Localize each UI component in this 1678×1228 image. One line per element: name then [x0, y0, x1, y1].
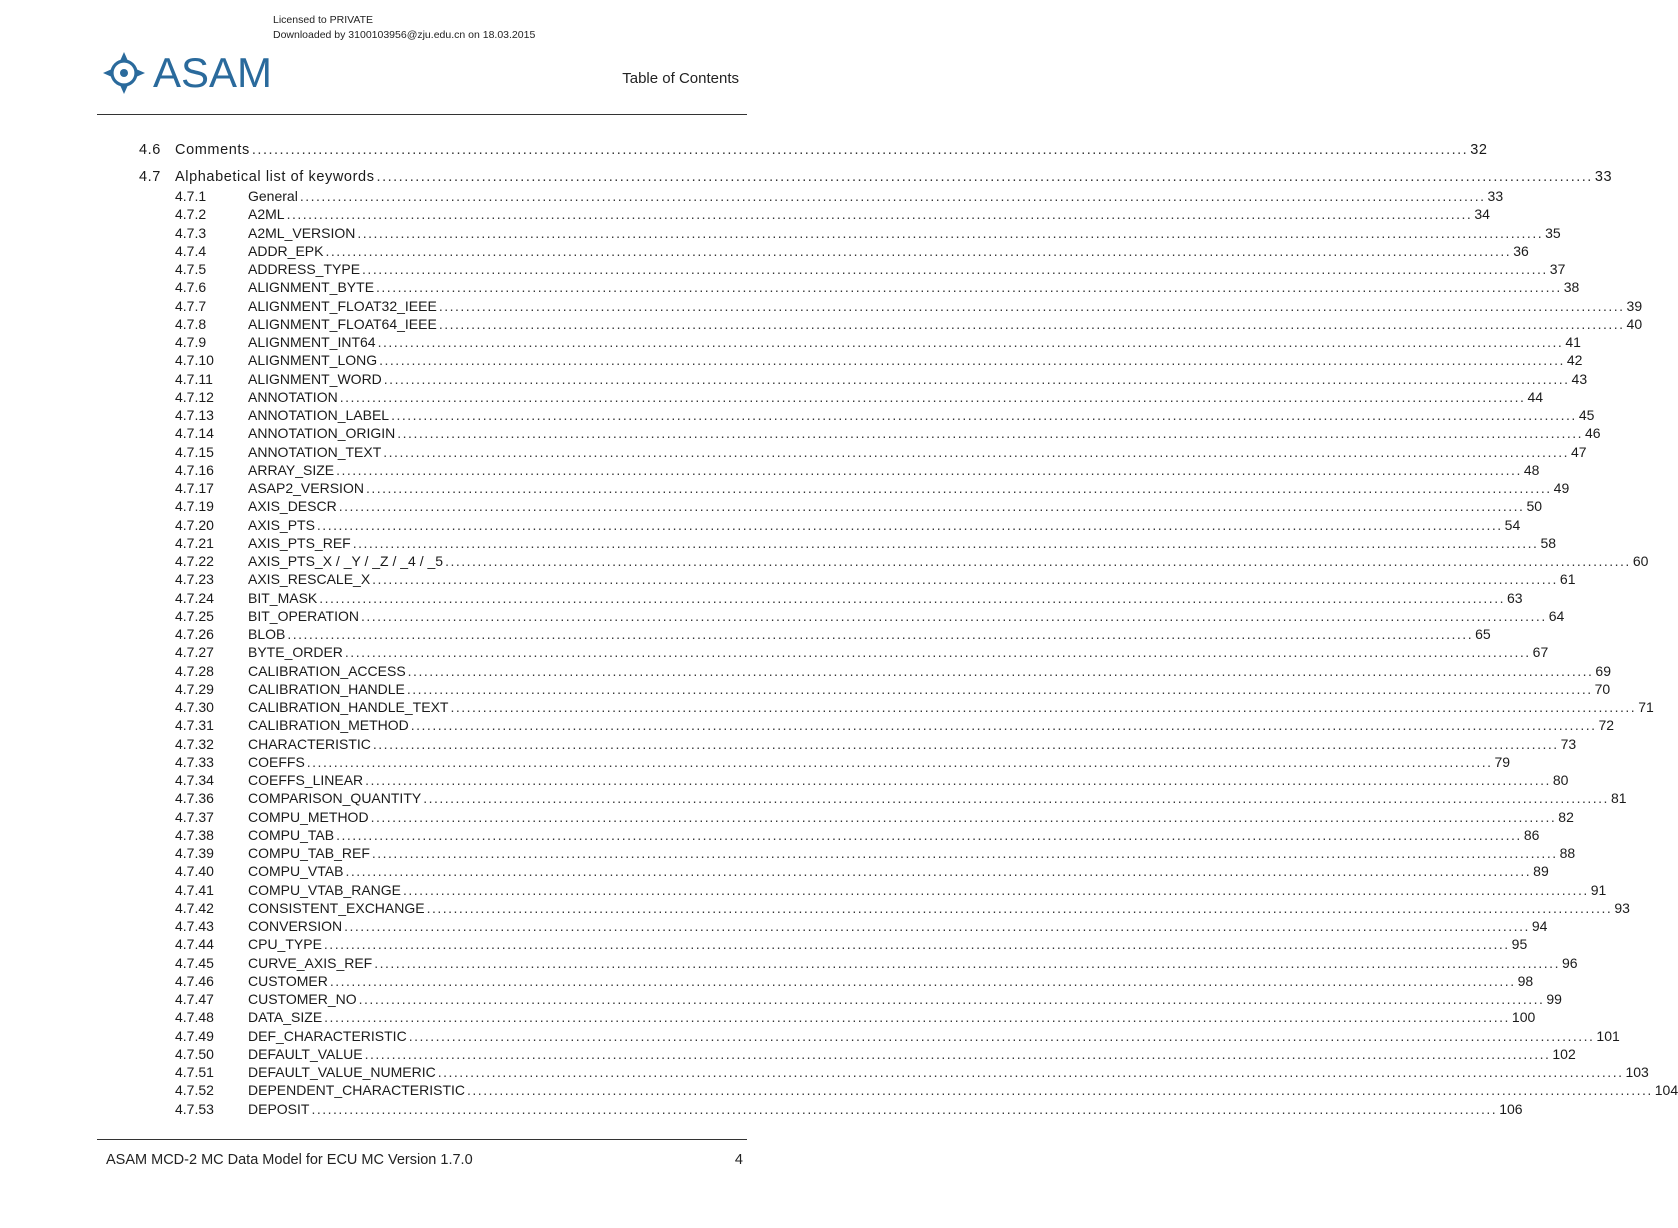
toc-dot-leader: ............................................................................................................................................................................................................................ [286, 206, 1473, 222]
toc-entry-number: 4.7.34 [175, 772, 214, 788]
toc-entry-page: 41 [1565, 334, 1581, 350]
toc-entry-number: 4.6 [139, 142, 161, 158]
toc-entry-number: 4.7.49 [175, 1028, 214, 1044]
toc-entry[interactable] [175, 553, 1649, 571]
toc-entry-number: 4.7.9 [175, 334, 207, 350]
toc-entry-page: 45 [1578, 407, 1595, 423]
toc-entry-title: ALIGNMENT_LONG [248, 352, 378, 368]
toc-dot-leader: ............................................................................................................................................................................................................................ [364, 1046, 1551, 1062]
toc-entry-title: DATA_SIZE [248, 1009, 323, 1025]
toc-entry[interactable] [175, 279, 1580, 297]
toc-entry-page: 71 [1638, 699, 1654, 715]
toc-entry-page: 81 [1610, 790, 1627, 806]
toc-entry-title: ANNOTATION [248, 389, 338, 405]
toc-entry-number: 4.7.40 [175, 863, 214, 879]
toc-entry-title: Comments [175, 142, 250, 158]
toc-entry-page: 60 [1632, 553, 1649, 569]
toc-entry-page: 102 [1552, 1046, 1576, 1062]
toc-entry[interactable] [175, 425, 1601, 443]
toc-entry-title: ARRAY_SIZE [248, 462, 335, 478]
toc-entry-page: 70 [1594, 681, 1611, 697]
toc-dot-leader: ............................................................................................................................................................................................................................ [336, 827, 1522, 843]
toc-entry[interactable] [175, 973, 1534, 991]
toc-dot-leader: ............................................................................................................................................................................................................................ [316, 517, 1503, 533]
toc-entry-page: 39 [1626, 298, 1643, 314]
toc-entry-page: 98 [1517, 973, 1534, 989]
toc-entry-page: 64 [1548, 608, 1565, 624]
toc-entry-title: ALIGNMENT_FLOAT64_IEEE [248, 316, 437, 332]
toc-dot-leader: ............................................................................................................................................................................................................................ [357, 225, 1544, 241]
toc-entry-page: 86 [1523, 827, 1540, 843]
toc-entry-title: COEFFS_LINEAR [248, 772, 364, 788]
toc-entry[interactable] [175, 790, 1627, 808]
toc-dot-leader: ............................................................................................................................................................................................................................ [438, 298, 1625, 314]
toc-entry-number: 4.7.32 [175, 736, 214, 752]
toc-dot-leader: ............................................................................................................................................................................................................................ [365, 480, 1552, 496]
toc-entry-title: A2ML [248, 206, 285, 222]
toc-entry-title: COMPU_METHOD [248, 809, 369, 825]
toc-entry[interactable] [175, 352, 1583, 370]
toc-entry-number: 4.7.22 [175, 553, 214, 569]
toc-entry-number: 4.7.28 [175, 663, 214, 679]
toc-entry[interactable] [175, 243, 1529, 261]
toc-entry-page: 80 [1552, 772, 1569, 788]
toc-entry-page: 106 [1499, 1101, 1523, 1117]
toc-entry-title: DEPOSIT [248, 1101, 310, 1117]
toc-entry-number: 4.7.46 [175, 973, 214, 989]
toc-entry[interactable] [175, 517, 1521, 535]
toc-entry[interactable] [175, 389, 1544, 407]
toc-dot-leader: ............................................................................................................................................................................................................................ [467, 1082, 1653, 1098]
footer-divider [97, 1139, 747, 1140]
toc-entry-page: 44 [1527, 389, 1544, 405]
toc-entry-title: AXIS_PTS_X / _Y / _Z / _4 / _5 [248, 553, 444, 569]
toc-dot-leader: ............................................................................................................................................................................................................................ [374, 955, 1560, 971]
toc-entry-page: 94 [1531, 918, 1548, 934]
toc-dot-leader: ............................................................................................................................................................................................................................ [299, 188, 1486, 204]
toc-entry[interactable] [175, 863, 1549, 881]
toc-entry-page: 72 [1598, 717, 1615, 733]
toc-entry-title: AXIS_PTS [248, 517, 315, 533]
toc-entry-page: 67 [1532, 644, 1549, 660]
toc-entry[interactable] [175, 407, 1595, 425]
toc-entry-page: 96 [1561, 955, 1578, 971]
toc-entry[interactable] [175, 316, 1643, 334]
toc-entry-title: ANNOTATION_ORIGIN [248, 425, 396, 441]
header-divider [97, 114, 747, 115]
toc-entry-title: BIT_MASK [248, 590, 318, 606]
toc-entry[interactable] [175, 188, 1504, 206]
toc-entry-number: 4.7.20 [175, 517, 214, 533]
toc-entry-title: CURVE_AXIS_REF [248, 955, 373, 971]
toc-entry-page: 37 [1549, 261, 1566, 277]
toc-entry-page: 73 [1560, 736, 1577, 752]
toc-entry-number: 4.7.53 [175, 1101, 214, 1117]
toc-entry[interactable] [175, 225, 1561, 243]
running-header-title: Table of Contents [622, 70, 739, 87]
toc-dot-leader: ............................................................................................................................................................................................................................ [406, 681, 1593, 697]
toc-entry[interactable] [175, 681, 1611, 699]
toc-entry-number: 4.7.31 [175, 717, 214, 733]
toc-entry[interactable] [175, 717, 1615, 735]
toc-entry-number: 4.7.12 [175, 389, 214, 405]
toc-entry-title: ADDRESS_TYPE [248, 261, 361, 277]
toc-entry-title: DEFAULT_VALUE [248, 1046, 363, 1062]
toc-section-entry[interactable] [139, 142, 1488, 160]
toc-entry-number: 4.7.43 [175, 918, 214, 934]
toc-entry[interactable] [175, 334, 1581, 352]
toc-dot-leader: ............................................................................................................................................................................................................................ [379, 352, 1565, 368]
toc-entry-title: COMPARISON_QUANTITY [248, 790, 422, 806]
toc-entry[interactable] [175, 827, 1540, 845]
toc-entry[interactable] [175, 918, 1548, 936]
toc-section-entry[interactable] [139, 169, 1613, 187]
toc-entry-number: 4.7.21 [175, 535, 214, 551]
toc-entry-page: 50 [1526, 498, 1543, 514]
toc-dot-leader: ............................................................................................................................................................................................................................ [445, 553, 1631, 569]
toc-entry-number: 4.7.2 [175, 206, 207, 222]
toc-entry[interactable] [175, 444, 1587, 462]
toc-entry-number: 4.7.15 [175, 444, 214, 460]
toc-dot-leader: ............................................................................................................................................................................................................................ [329, 973, 1516, 989]
toc-entry-title: DEF_CHARACTERISTIC [248, 1028, 407, 1044]
toc-dot-leader: ............................................................................................................................................................................................................................ [377, 334, 1564, 350]
logo-wordmark: ASAM [153, 49, 273, 96]
toc-entry-number: 4.7.7 [175, 298, 207, 314]
toc-entry-title: ALIGNMENT_FLOAT32_IEEE [248, 298, 437, 314]
toc-entry-page: 34 [1474, 206, 1490, 222]
toc-entry[interactable] [175, 1101, 1523, 1119]
toc-entry[interactable] [175, 991, 1562, 1009]
toc-dot-leader: ............................................................................................................................................................................................................................ [370, 809, 1557, 825]
toc-entry-number: 4.7.48 [175, 1009, 214, 1025]
toc-entry-number: 4.7.8 [175, 316, 207, 332]
toc-entry-page: 99 [1546, 991, 1562, 1007]
toc-entry-number: 4.7.36 [175, 790, 214, 806]
toc-entry[interactable] [175, 1082, 1678, 1100]
toc-entry-title: CUSTOMER_NO [248, 991, 357, 1007]
toc-entry-number: 4.7.42 [175, 900, 214, 916]
toc-dot-leader: ............................................................................................................................................................................................................................ [438, 316, 1625, 332]
toc-entry-number: 4.7.25 [175, 608, 214, 624]
toc-entry-title: DEPENDENT_CHARACTERISTIC [248, 1082, 466, 1098]
toc-entry-number: 4.7.13 [175, 407, 214, 423]
toc-entry-number: 4.7.14 [175, 425, 214, 441]
toc-entry-page: 54 [1504, 517, 1521, 533]
toc-dot-leader: ............................................................................................................................................................................................................................ [325, 243, 1512, 259]
toc-dot-leader: ............................................................................................................................................................................................................................ [323, 936, 1510, 952]
footer-page-number: 4 [734, 1152, 743, 1168]
toc-dot-leader: ............................................................................................................................................................................................................................ [324, 1009, 1510, 1025]
toc-entry[interactable] [175, 882, 1607, 900]
toc-entry-number: 4.7.52 [175, 1082, 214, 1098]
toc-entry-title: CALIBRATION_METHOD [248, 717, 409, 733]
toc-entry-page: 46 [1585, 425, 1601, 441]
toc-dot-leader: ............................................................................................................................................................................................................................ [403, 882, 1589, 898]
toc-dot-leader: ............................................................................................................................................................................................................................ [371, 845, 1558, 861]
toc-entry-number: 4.7.6 [175, 279, 207, 295]
toc-dot-leader: ............................................................................................................................................................................................................................ [372, 571, 1558, 587]
toc-entry-number: 4.7.30 [175, 699, 214, 715]
toc-entry-page: 104 [1654, 1082, 1678, 1098]
toc-entry-title: CALIBRATION_HANDLE_TEXT [248, 699, 449, 715]
toc-dot-leader: ............................................................................................................................................................................................................................ [358, 991, 1545, 1007]
toc-entry[interactable] [175, 1009, 1536, 1027]
toc-entry-title: ASAP2_VERSION [248, 480, 364, 496]
toc-entry-page: 93 [1614, 900, 1630, 916]
toc-entry-page: 103 [1625, 1064, 1649, 1080]
toc-entry-page: 32 [1470, 142, 1488, 158]
toc-entry[interactable] [175, 626, 1491, 644]
toc-entry-title: ADDR_EPK [248, 243, 324, 259]
toc-dot-leader: ............................................................................................................................................................................................................................ [426, 900, 1613, 916]
toc-entry[interactable] [175, 663, 1611, 681]
toc-entry-number: 4.7.50 [175, 1046, 214, 1062]
toc-entry[interactable] [175, 736, 1577, 754]
toc-entry[interactable] [175, 480, 1570, 498]
toc-entry-number: 4.7.4 [175, 243, 207, 259]
toc-dot-leader: ............................................................................................................................................................................................................................ [372, 736, 1559, 752]
toc-entry-page: 43 [1571, 371, 1588, 387]
toc-entry-number: 4.7.26 [175, 626, 214, 642]
toc-entry[interactable] [175, 206, 1490, 224]
toc-entry-title: CUSTOMER [248, 973, 328, 989]
toc-entry[interactable] [175, 1046, 1576, 1064]
toc-dot-leader: ............................................................................................................................................................................................................................ [437, 1064, 1624, 1080]
license-line-licensee: Licensed to PRIVATE [273, 14, 373, 26]
toc-entry-title: AXIS_RESCALE_X [248, 571, 371, 587]
toc-entry[interactable] [175, 571, 1576, 589]
toc-entry-page: 79 [1494, 754, 1511, 770]
toc-entry-page: 38 [1563, 279, 1580, 295]
toc-entry-title: ALIGNMENT_WORD [248, 371, 382, 387]
toc-dot-leader: ............................................................................................................................................................................................................................ [407, 663, 1594, 679]
toc-dot-leader: ............................................................................................................................................................................................................................ [352, 535, 1539, 551]
toc-entry-page: 101 [1596, 1028, 1620, 1044]
toc-entry[interactable] [175, 754, 1511, 772]
toc-entry-page: 33 [1594, 169, 1613, 185]
toc-dot-leader: ............................................................................................................................................................................................................................ [376, 169, 1593, 185]
toc-entry-title: COMPU_VTAB [248, 863, 344, 879]
toc-entry-title: DEFAULT_VALUE_NUMERIC [248, 1064, 436, 1080]
toc-entry-title: CHARACTERISTIC [248, 736, 371, 752]
toc-entry[interactable] [175, 608, 1565, 626]
toc-entry-number: 4.7.29 [175, 681, 214, 697]
toc-entry-title: CALIBRATION_ACCESS [248, 663, 406, 679]
toc-entry-title: COMPU_TAB_REF [248, 845, 370, 861]
toc-entry-page: 89 [1533, 863, 1549, 879]
toc-dot-leader: ............................................................................................................................................................................................................................ [360, 608, 1547, 624]
toc-entry-title: CALIBRATION_HANDLE [248, 681, 405, 697]
toc-entry-page: 100 [1511, 1009, 1536, 1025]
toc-entry-number: 4.7 [139, 169, 161, 185]
toc-dot-leader: ............................................................................................................................................................................................................................ [391, 407, 1577, 423]
asam-logo [101, 50, 272, 96]
toc-dot-leader: ............................................................................................................................................................................................................................ [450, 699, 1637, 715]
toc-entry-title: AXIS_PTS_REF [248, 535, 351, 551]
toc-entry-page: 61 [1559, 571, 1576, 587]
toc-entry[interactable] [175, 1064, 1649, 1082]
toc-entry-number: 4.7.37 [175, 809, 214, 825]
toc-dot-leader: ............................................................................................................................................................................................................................ [408, 1028, 1595, 1044]
toc-entry[interactable] [175, 498, 1543, 516]
toc-entry-title: A2ML_VERSION [248, 225, 356, 241]
toc-entry-page: 36 [1513, 243, 1529, 259]
toc-entry-number: 4.7.1 [175, 188, 207, 204]
toc-dot-leader: ............................................................................................................................................................................................................................ [319, 590, 1505, 606]
toc-dot-leader: ............................................................................................................................................................................................................................ [344, 644, 1531, 660]
toc-dot-leader: ............................................................................................................................................................................................................................ [410, 717, 1597, 733]
toc-dot-leader: ............................................................................................................................................................................................................................ [287, 626, 1474, 642]
toc-entry-number: 4.7.44 [175, 936, 214, 952]
toc-entry[interactable] [175, 371, 1588, 389]
toc-entry-number: 4.7.3 [175, 225, 207, 241]
toc-dot-leader: ............................................................................................................................................................................................................................ [365, 772, 1551, 788]
toc-entry-number: 4.7.33 [175, 754, 214, 770]
toc-entry-number: 4.7.5 [175, 261, 207, 277]
toc-entry-number: 4.7.38 [175, 827, 214, 843]
toc-entry-title: ANNOTATION_TEXT [248, 444, 382, 460]
toc-entry-page: 33 [1487, 188, 1504, 204]
toc-entry-number: 4.7.19 [175, 498, 214, 514]
toc-entry-title: BIT_OPERATION [248, 608, 359, 624]
toc-entry-title: ALIGNMENT_INT64 [248, 334, 376, 350]
license-line-download: Downloaded by 3100103956@zju.edu.cn on 18.03.2015 [273, 29, 536, 41]
toc-entry-number: 4.7.45 [175, 955, 214, 971]
toc-dot-leader: ............................................................................................................................................................................................................................ [339, 389, 1526, 405]
toc-dot-leader: ............................................................................................................................................................................................................................ [376, 279, 1562, 295]
toc-entry-page: 88 [1559, 845, 1576, 861]
toc-entry-title: ALIGNMENT_BYTE [248, 279, 375, 295]
toc-entry-title: COEFFS [248, 754, 305, 770]
toc-entry[interactable] [175, 644, 1549, 662]
toc-dot-leader: ............................................................................................................................................................................................................................ [338, 498, 1525, 514]
toc-entry-number: 4.7.47 [175, 991, 214, 1007]
toc-entry[interactable] [175, 936, 1528, 954]
toc-entry-page: 65 [1475, 626, 1491, 642]
asam-emblem-icon [101, 50, 147, 96]
toc-entry-number: 4.7.10 [175, 352, 214, 368]
toc-entry[interactable] [175, 298, 1643, 316]
toc-entry[interactable] [175, 590, 1523, 608]
toc-entry-page: 42 [1566, 352, 1583, 368]
toc-dot-leader: ............................................................................................................................................................................................................................ [345, 863, 1532, 879]
toc-entry-title: COMPU_TAB [248, 827, 335, 843]
toc-entry[interactable] [175, 955, 1578, 973]
toc-dot-leader: ............................................................................................................................................................................................................................ [383, 371, 1570, 387]
toc-entry-page: 69 [1595, 663, 1611, 679]
toc-entry[interactable] [175, 809, 1574, 827]
toc-entry-number: 4.7.51 [175, 1064, 214, 1080]
toc-entry-number: 4.7.17 [175, 480, 214, 496]
toc-entry-title: General [248, 188, 298, 204]
toc-entry-title: CONSISTENT_EXCHANGE [248, 900, 425, 916]
toc-entry-page: 58 [1540, 535, 1557, 551]
toc-entry-number: 4.7.41 [175, 882, 214, 898]
toc-dot-leader: ............................................................................................................................................................................................................................ [306, 754, 1493, 770]
toc-entry[interactable] [175, 535, 1557, 553]
toc-entry-page: 48 [1523, 462, 1540, 478]
toc-dot-leader: ............................................................................................................................................................................................................................ [251, 142, 1469, 158]
toc-dot-leader: ............................................................................................................................................................................................................................ [344, 918, 1530, 934]
toc-entry-title: ANNOTATION_LABEL [248, 407, 390, 423]
toc-entry[interactable] [175, 699, 1654, 717]
toc-entry-number: 4.7.23 [175, 571, 214, 587]
toc-entry-title: Alphabetical list of keywords [175, 169, 375, 185]
toc-entry[interactable] [175, 462, 1540, 480]
toc-dot-leader: ............................................................................................................................................................................................................................ [311, 1101, 1498, 1117]
toc-entry[interactable] [175, 900, 1630, 918]
toc-dot-leader: ............................................................................................................................................................................................................................ [383, 444, 1570, 460]
toc-entry-page: 95 [1511, 936, 1528, 952]
toc-entry-page: 47 [1571, 444, 1587, 460]
toc-entry-number: 4.7.16 [175, 462, 214, 478]
toc-entry-number: 4.7.27 [175, 644, 214, 660]
toc-entry-page: 63 [1506, 590, 1523, 606]
toc-dot-leader: ............................................................................................................................................................................................................................ [423, 790, 1609, 806]
toc-entry-title: CPU_TYPE [248, 936, 322, 952]
toc-entry-number: 4.7.24 [175, 590, 214, 606]
toc-entry-page: 82 [1558, 809, 1574, 825]
toc-entry[interactable] [175, 261, 1566, 279]
toc-entry-title: BLOB [248, 626, 286, 642]
toc-entry[interactable] [175, 1028, 1620, 1046]
toc-entry-number: 4.7.39 [175, 845, 214, 861]
toc-entry-title: CONVERSION [248, 918, 343, 934]
license-notice [273, 13, 535, 43]
toc-entry-page: 35 [1545, 225, 1561, 241]
toc-entry-page: 91 [1590, 882, 1607, 898]
toc-entry-title: AXIS_DESCR [248, 498, 337, 514]
toc-entry-page: 49 [1553, 480, 1570, 496]
toc-dot-leader: ............................................................................................................................................................................................................................ [336, 462, 1522, 478]
footer-document-title: ASAM MCD-2 MC Data Model for ECU MC Version 1.7.0 [106, 1152, 473, 1168]
toc-entry-title: COMPU_VTAB_RANGE [248, 882, 401, 898]
toc-entry-title: BYTE_ORDER [248, 644, 343, 660]
toc-entry-number: 4.7.11 [175, 371, 213, 387]
toc-dot-leader: ............................................................................................................................................................................................................................ [362, 261, 1548, 277]
toc-entry[interactable] [175, 772, 1569, 790]
toc-entry-page: 40 [1626, 316, 1643, 332]
toc-dot-leader: ............................................................................................................................................................................................................................ [397, 425, 1584, 441]
toc-entry[interactable] [175, 845, 1576, 863]
